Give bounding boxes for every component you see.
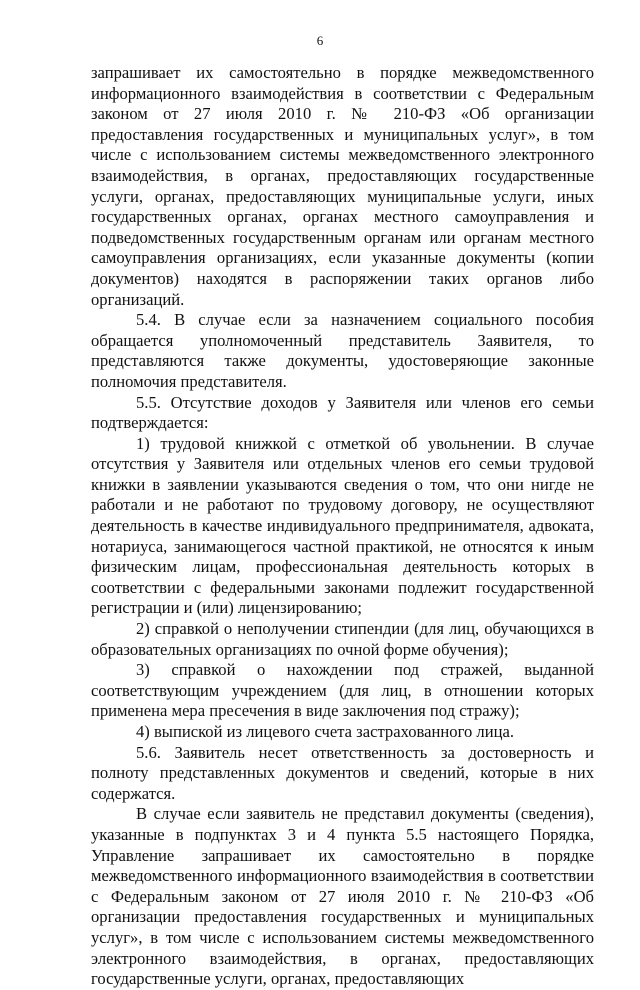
list-item-3: 3) справкой о нахождении под стражей, выданной соответствующим учреждением (для лиц, в отношении которых применена мера пресечения в виде заключения под стражу);	[91, 660, 594, 721]
list-item-1: 1) трудовой книжкой с отметкой об увольнении. В случае отсутствия у Заявителя или отдельных членов его семьи трудовой книжки в заявлении указываются сведения о том, что они нигде не работали и не работают по трудовому договору, не осуществляют деятельность в качестве индивидуального предпринимателя, адвоката, нотариуса, занимающегося частной практикой, не относятся к иным физическим лицам, профессиональная деятельность которых в соответствии с федеральными законами подлежит государственной регистрации и (или) лицензированию;	[91, 433, 594, 618]
paragraph-5-4: 5.4. В случае если за назначением социального пособия обращается уполномоченный представитель Заявителя, то представляются также документы, удостоверяющие законные полномочия представителя.	[91, 310, 594, 391]
paragraph-continuation: запрашивает их самостоятельно в порядке межведомственного информационного взаимодействия в соответствии с Федеральным законом от 27 июля 2010 г. № 210-ФЗ «Об организации предоставления государственных и муниципальных услуг», в том числе с использованием системы межведомственного электронного взаимодействия, в органах, предоставляющих государственные услуги, органах, предоставляющих муниципальные услуги, иных государственных органах, органах местного самоуправления и подведомственных государственным органам или органам местного самоуправления организациях, если указанные документы (копии документов) находятся в распоряжении таких органов либо организаций.	[91, 63, 594, 309]
list-item-2: 2) справкой о неполучении стипендии (для лиц, обучающихся в образовательных организациях по очной форме обучения);	[91, 619, 594, 659]
paragraph-5-6: 5.6. Заявитель несет ответственность за достоверность и полноту представленных документов и сведений, которые в них содержатся.	[91, 742, 594, 803]
document-body	[91, 63, 594, 990]
paragraph-5-6-continuation: В случае если заявитель не представил документы (сведения), указанные в подпунктах 3 и 4 пункта 5.5 настоящего Порядка, Управление запрашивает их самостоятельно в порядке межведомственного информационного взаимодействия в соответствии с Федеральным законом от 27 июля 2010 г. № 210-ФЗ «Об организации предоставления государственных и муниципальных услуг», в том числе с использованием системы межведомственного электронного взаимодействия, в органах, предоставляющих государственные услуги, органах, предоставляющих	[91, 804, 594, 989]
list-item-4: 4) выпиской из лицевого счета застрахованного лица.	[136, 722, 514, 741]
paragraph-5-5: 5.5. Отсутствие доходов у Заявителя или членов его семьи подтверждается:	[91, 392, 594, 433]
page-number: 6	[316, 33, 324, 48]
